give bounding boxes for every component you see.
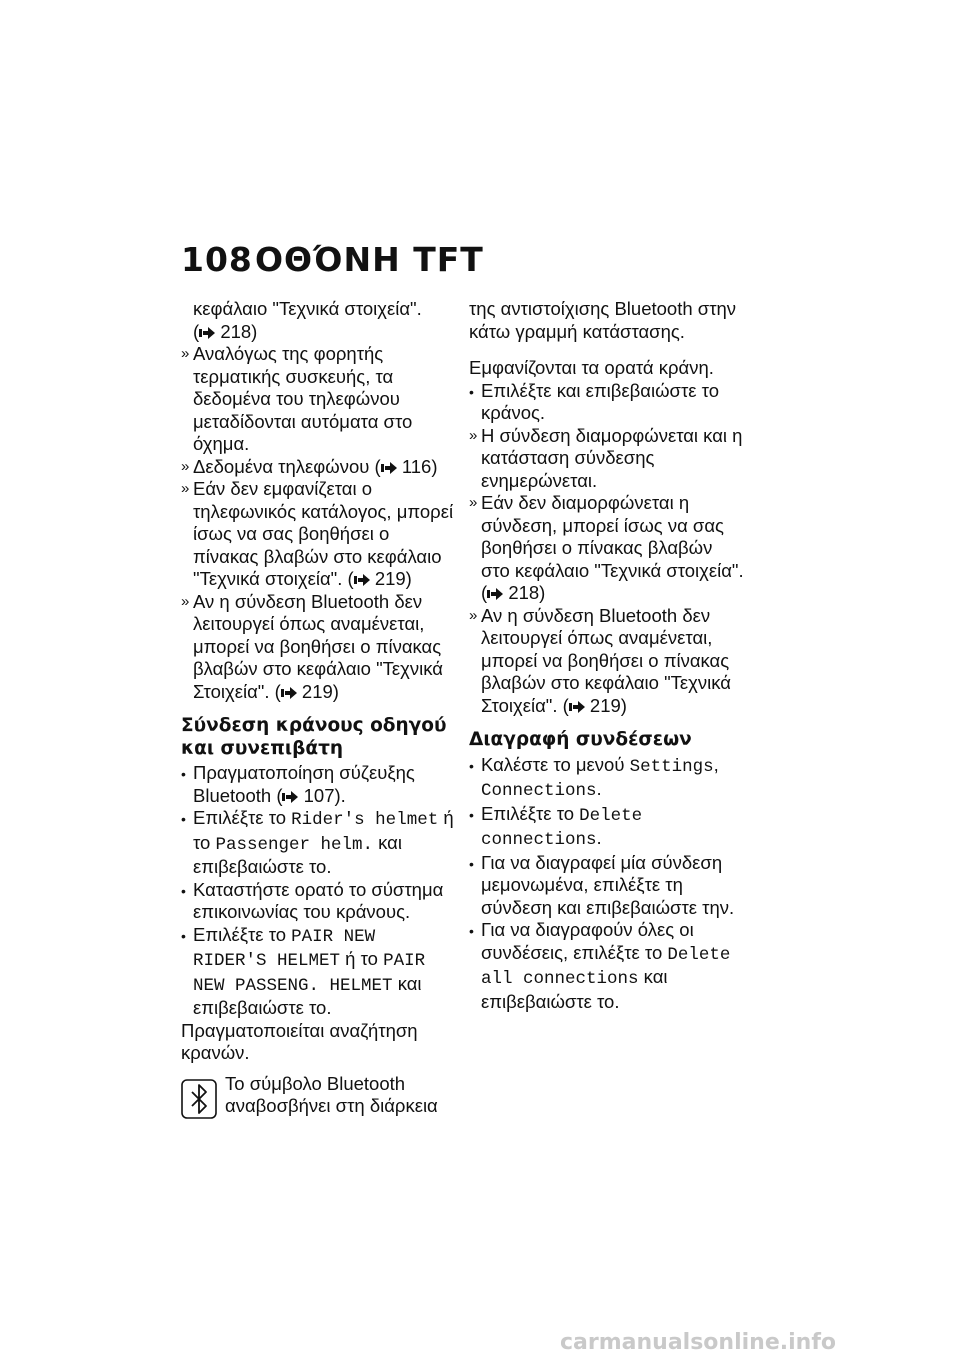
bullet-marker: • xyxy=(181,927,186,944)
bullet-marker: • xyxy=(469,923,474,939)
result-text: Εάν δεν εμφανίζεται ο τηλεφωνικός κατάλογος, μπορεί ίσως να σας βοηθήσει ο πίνακας βλαβών στο κεφάλαιο "Τεχνικά στοιχεία". xyxy=(193,478,454,589)
cross-reference: 107). xyxy=(282,785,345,806)
bullet-item: • Για να διαγραφούν όλες οι συνδέσεις, επιλέξτε το Delete all connections και επιβεβαιώστε το. xyxy=(469,919,731,1012)
result-marker: » xyxy=(469,426,478,444)
menu-option: Passenger helm. xyxy=(215,834,374,855)
menu-option: Rider's helmet xyxy=(291,810,439,830)
bullet-item: • Επιλέξτε το Delete connections. xyxy=(469,802,643,850)
cross-reference: ( 218) xyxy=(193,320,258,342)
page-header xyxy=(181,240,484,280)
bullet-item: • Επιλέξτε το Rider's helmet ή το Passenger helm. και επιβεβαιώστε το. xyxy=(181,807,454,877)
section-heading: Σύνδεση κράνους οδηγού και συνεπιβάτη xyxy=(181,715,447,759)
bullet-item xyxy=(181,762,456,807)
note-text: Το σύμβολο Bluetooth αναβοσβήνει στη διάρκεια xyxy=(225,1072,438,1116)
bullet-item: • Καλέστε το μενού Settings, Connections. xyxy=(469,753,719,801)
result-marker: » xyxy=(181,345,190,362)
arrow-right-icon xyxy=(381,462,397,474)
bullet-marker: • xyxy=(469,757,474,774)
bullet-text: Καταστήστε ορατό το σύστημα επικοινωνίας του κράνους. xyxy=(193,878,444,922)
bullet-item xyxy=(469,380,744,425)
watermark: carmanualsonline.info xyxy=(560,1330,836,1355)
result-item xyxy=(469,492,744,605)
section-title: ΟΘΌΝΗ TFT xyxy=(255,240,484,279)
paragraph: της αντιστοίχισης Bluetooth στην κάτω γραμμή κατάστασης. xyxy=(469,298,737,342)
arrow-right-icon xyxy=(281,687,297,699)
result-marker: » xyxy=(469,494,478,511)
arrow-right-icon xyxy=(354,574,370,586)
left-column xyxy=(181,298,456,1118)
result-marker: » xyxy=(181,480,190,497)
arrow-right-icon xyxy=(569,701,585,713)
page-number: 108 xyxy=(181,240,253,279)
bullet-item xyxy=(469,852,744,920)
bullet-marker: • xyxy=(469,383,474,400)
result-item xyxy=(181,591,456,704)
cross-reference: ( 219) xyxy=(562,694,627,716)
result-text: Αν η σύνδεση Bluetooth δεν λειτουργεί όπως αναμένεται, μπορεί να βοηθήσει ο πίνακας βλαβών στο κεφάλαιο "Τεχνικά Στοιχεία". xyxy=(481,604,731,716)
bullet-marker: • xyxy=(181,811,186,827)
note xyxy=(181,1073,456,1118)
cross-reference: ( 219) xyxy=(274,680,339,702)
bluetooth-icon xyxy=(181,1079,217,1119)
result-item xyxy=(181,478,456,591)
paragraph: Εμφανίζονται τα ορατά κράνη. xyxy=(469,357,714,378)
result-item xyxy=(469,425,744,493)
right-column xyxy=(469,298,744,1013)
bullet-marker: • xyxy=(181,766,186,782)
arrow-right-icon xyxy=(487,588,503,600)
result-marker: » xyxy=(181,592,190,610)
result-marker: » xyxy=(469,606,478,624)
result-item xyxy=(181,343,456,456)
section-heading: Διαγραφή συνδέσεων xyxy=(469,729,692,750)
bullet-text: Για να διαγραφεί μία σύνδεση μεμονωμένα, επιλέξτε τη σύνδεση και επιβεβαιώστε την. xyxy=(481,851,735,918)
bullet-marker: • xyxy=(469,806,474,823)
cross-reference: 116) xyxy=(381,456,438,477)
arrow-right-icon xyxy=(282,791,298,803)
bullet-marker: • xyxy=(181,882,186,899)
menu-option: PAIR NEW RIDER'S HELMET xyxy=(193,926,376,971)
bullet-text: Επιλέξτε και επιβεβαιώστε το κράνος. xyxy=(481,379,720,423)
result-text: Δεδομένα τηλεφώνου ( xyxy=(193,455,381,477)
paragraph: Πραγματοποιείται αναζήτηση κρανών. xyxy=(181,1019,418,1063)
menu-option: Delete connections xyxy=(481,805,643,850)
menu-option: PAIR NEW PASSENG. HELMET xyxy=(193,951,426,996)
arrow-right-icon xyxy=(199,327,215,339)
bullet-marker: • xyxy=(469,855,474,872)
bullet-item xyxy=(181,879,456,924)
paragraph xyxy=(181,298,456,343)
paragraph-text: κεφάλαιο "Τεχνικά στοιχεία". xyxy=(193,298,422,319)
cross-reference: ( 219) xyxy=(347,568,412,589)
menu-option: Delete all connections xyxy=(481,944,731,989)
bullet-item: • Επιλέξτε το PAIR NEW RIDER'S HELMET ή το PAIR NEW PASSENG. HELMET και επιβεβαιώστε το. xyxy=(181,923,426,1018)
menu-option: Settings xyxy=(629,756,714,777)
result-text: Αν η σύνδεση Bluetooth δεν λειτουργεί όπως αναμένεται, μπορεί να βοηθήσει ο πίνακας βλαβών στο κεφάλαιο "Τεχνικά Στοιχεία". xyxy=(193,590,443,702)
bullet-text: Πραγματοποίηση σύζευξης Bluetooth ( xyxy=(193,762,415,806)
menu-option: Connections xyxy=(481,781,597,801)
cross-reference: ( 218) xyxy=(481,582,546,603)
result-item xyxy=(469,605,744,718)
result-item xyxy=(181,456,456,479)
result-text: Εάν δεν διαμορφώνεται η σύνδεση, μπορεί ίσως να σας βοηθήσει ο πίνακας βλαβών στο κεφάλαιο "Τεχνικά στοιχεία". xyxy=(481,492,744,581)
result-text: Αναλόγως της φορητής τερματικής συσκευής, τα δεδομένα του τηλεφώνου μεταδίδονται αυτόματα στο όχημα. xyxy=(193,343,413,454)
result-marker: » xyxy=(181,457,190,475)
result-text: Η σύνδεση διαμορφώνεται και η κατάσταση σύνδεσης ενημερώνεται. xyxy=(481,424,743,491)
